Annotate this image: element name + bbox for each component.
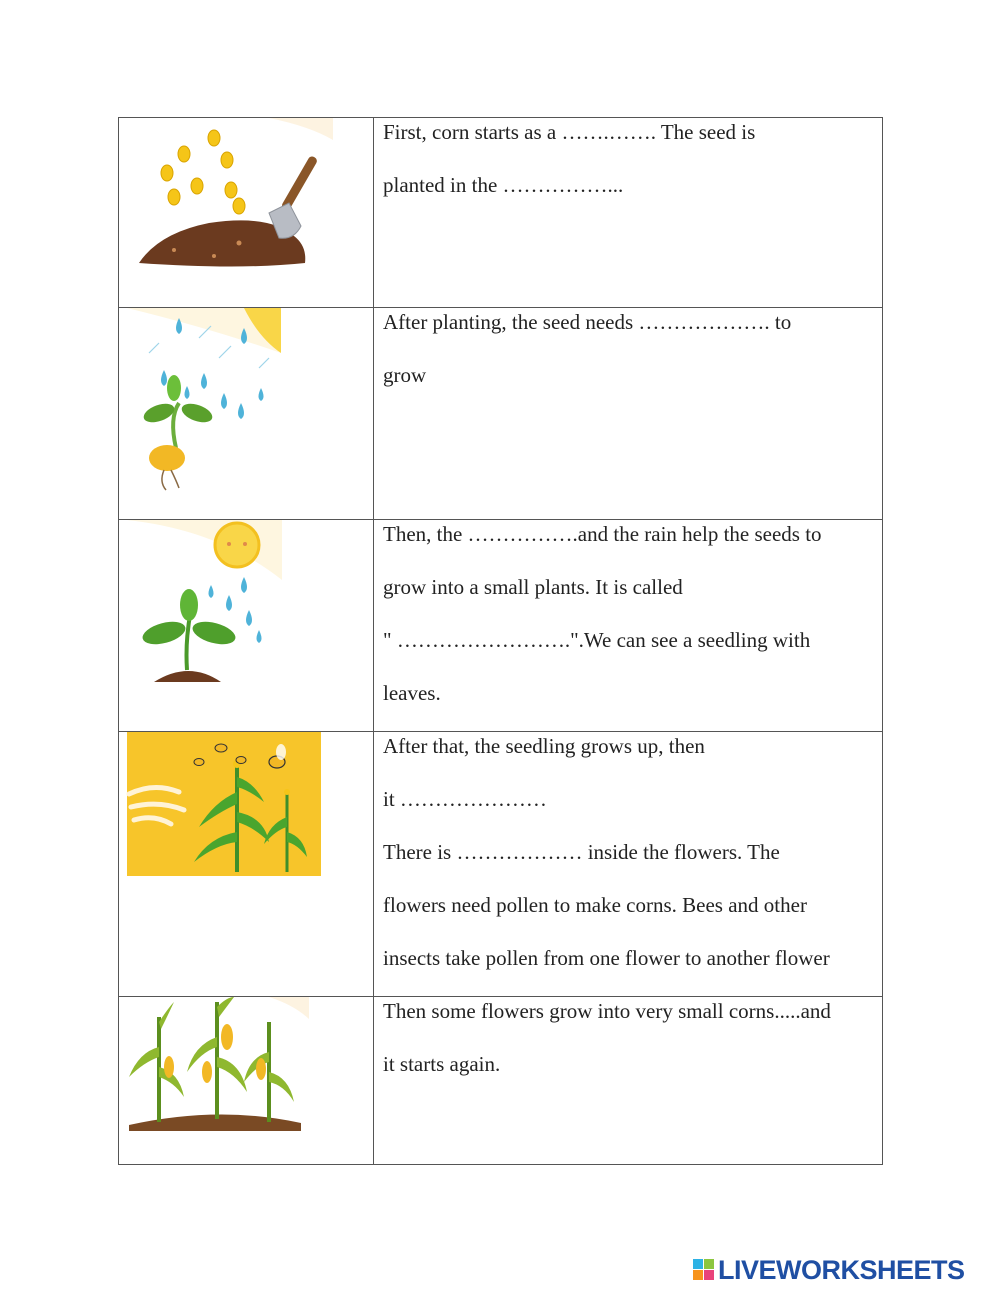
text-cell [374,118,883,308]
paragraph-line: " …………………….".We can see a seedling with [383,628,811,652]
paragraph-line: First, corn starts as a …….……. The seed is [383,120,756,144]
image-cell [119,308,374,520]
table-row [119,732,883,997]
paragraph-line: flowers need pollen to make corns. Bees and other [383,893,807,917]
paragraph-line: planted in the ……………... [383,173,624,197]
mature-corn-illustration [119,997,373,1164]
worksheet-table [118,117,883,1165]
image-cell [119,997,374,1165]
paragraph-line: it ………………… [383,787,547,811]
paragraph-line: grow into a small plants. It is called [383,575,683,599]
table-row [119,308,883,520]
text-cell [374,308,883,520]
paragraph-line: grow [383,363,427,387]
paragraph-line: Then some flowers grow into very small corns.....and [383,999,831,1023]
rain-seedling-illustration [119,308,373,519]
liveworksheets-logo [693,1253,993,1287]
table-row [119,520,883,732]
image-cell [119,520,374,732]
pollination-illustration [119,732,373,996]
table-row [119,118,883,308]
text-cell [374,520,883,732]
logo-icon [693,1259,715,1281]
paragraph-line: it starts again. [383,1052,501,1076]
brand-name: LIVEWORKSHEETS [718,1254,965,1285]
text-cell [374,997,883,1165]
image-cell [119,118,374,308]
paragraph-line: There is ……………… inside the flowers. The [383,840,780,864]
text-cell [374,732,883,997]
paragraph-line: After planting, the seed needs ………………. to [383,310,792,334]
paragraph-line: Then, the …………….and the rain help the seeds to [383,522,822,546]
paragraph-line: insects take pollen from one flower to another flower [383,946,830,970]
sun-seedling-illustration [119,520,373,731]
seed-planting-illustration [119,118,373,307]
paragraph-line: leaves. [383,681,441,705]
image-cell [119,732,374,997]
table-row [119,997,883,1165]
paragraph-line: After that, the seedling grows up, then [383,734,705,758]
